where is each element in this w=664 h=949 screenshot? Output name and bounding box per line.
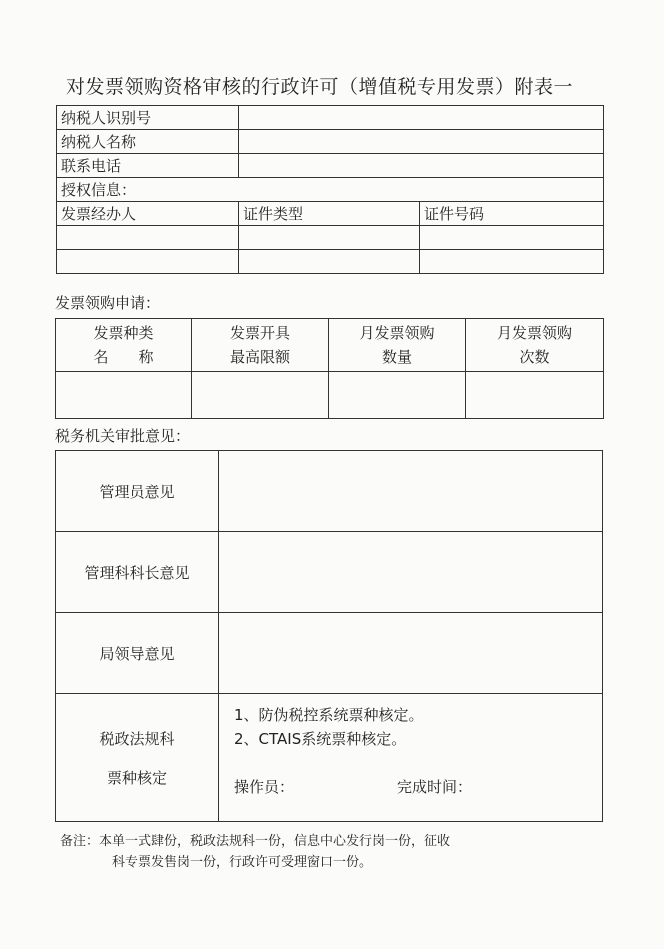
header-line: 月发票领购 [359, 324, 435, 342]
header-line: 发票种类 [93, 324, 154, 342]
handler-label: 发票经办人 [57, 202, 239, 226]
table-row [56, 372, 604, 419]
bureau-leader-opinion-label: 局领导意见 [56, 613, 219, 694]
taxpayer-name-label: 纳税人名称 [57, 130, 239, 154]
max-amount-header [192, 319, 329, 372]
header-line: 最高限额 [229, 348, 290, 366]
monthly-quantity-field[interactable] [329, 372, 466, 419]
invoice-type-field[interactable] [56, 372, 192, 419]
monthly-times-field[interactable] [466, 372, 604, 419]
table-row [56, 694, 603, 822]
handler-field[interactable] [57, 226, 239, 250]
id-number-label: 证件号码 [420, 202, 604, 226]
invoice-type-header [56, 319, 192, 372]
table-row [56, 451, 603, 532]
id-type-field[interactable] [239, 226, 420, 250]
header-line: 次数 [519, 348, 550, 366]
table-row [56, 613, 603, 694]
taxpayer-info-table [56, 105, 604, 274]
form-title: 对发票领购资格审核的行政许可（增值税专用发票）附表一 [66, 76, 574, 98]
tax-law-label-line: 税政法规科 [99, 729, 175, 748]
id-type-label: 证件类型 [239, 202, 420, 226]
header-line: 数量 [381, 348, 412, 366]
id-type-field[interactable] [239, 250, 420, 274]
notes-line: 科专票发售岗一份，行政许可受理窗口一份。 [112, 855, 373, 870]
tax-law-section-content [219, 694, 603, 822]
section-chief-opinion-field[interactable] [219, 532, 603, 613]
taxpayer-id-field[interactable] [239, 106, 604, 130]
tax-law-label-line: 票种核定 [106, 768, 167, 787]
id-number-field[interactable] [420, 226, 604, 250]
approval-table [55, 450, 603, 822]
phone-label: 联系电话 [57, 154, 239, 178]
notes [60, 831, 450, 873]
purchase-section-label: 发票领购申请： [55, 294, 161, 312]
header-line: 名 称 [93, 348, 154, 366]
table-row [57, 154, 604, 178]
header-line: 月发票领购 [496, 324, 572, 342]
table-row [57, 178, 604, 202]
table-row [57, 250, 604, 274]
authorization-label: 授权信息： [57, 178, 604, 202]
tax-law-section-label [56, 694, 219, 822]
administrator-opinion-field[interactable] [219, 451, 603, 532]
table-row [57, 226, 604, 250]
table-row [56, 532, 603, 613]
taxpayer-id-label: 纳税人识别号 [57, 106, 239, 130]
id-number-field[interactable] [420, 250, 604, 274]
monthly-times-header [466, 319, 604, 372]
table-row [57, 202, 604, 226]
taxpayer-name-field[interactable] [239, 130, 604, 154]
notes-line: 备注：本单一式肆份，税政法规科一份，信息中心发行岗一份，征收 [60, 834, 451, 849]
table-row [57, 130, 604, 154]
phone-field[interactable] [239, 154, 604, 178]
max-amount-field[interactable] [192, 372, 329, 419]
operator-label: 操作员： [234, 778, 295, 796]
header-line: 发票开具 [229, 324, 290, 342]
anti-counterfeit-item: 1、防伪税控系统票种核定。 [234, 706, 424, 724]
table-row [56, 319, 604, 372]
table-row [57, 106, 604, 130]
approval-section-label: 税务机关审批意见： [55, 427, 191, 445]
administrator-opinion-label: 管理员意见 [56, 451, 219, 532]
section-chief-opinion-label: 管理科科长意见 [56, 532, 219, 613]
bureau-leader-opinion-field[interactable] [219, 613, 603, 694]
handler-field[interactable] [57, 250, 239, 274]
monthly-quantity-header [329, 319, 466, 372]
purchase-table [55, 318, 604, 419]
finish-time-label: 完成时间： [397, 778, 473, 796]
ctais-item: 2、CTAIS系统票种核定。 [234, 730, 407, 748]
